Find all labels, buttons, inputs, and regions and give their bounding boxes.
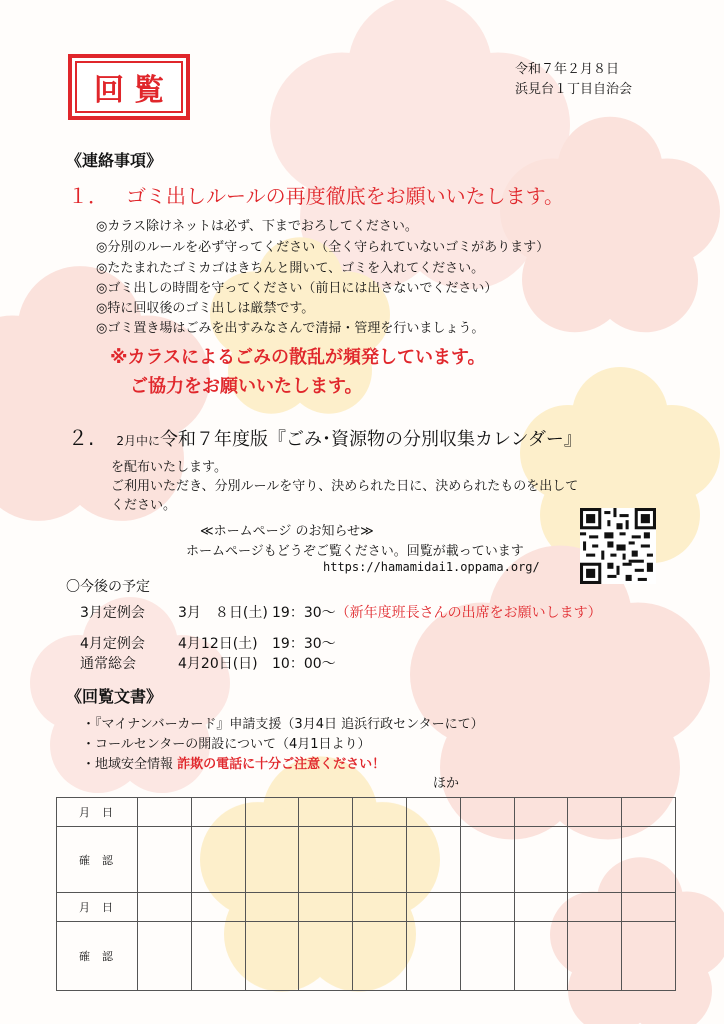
item1-bullet: ◎たたまれたゴミカゴはきちんと開いて、ゴミを入れてください。 xyxy=(96,261,485,276)
schedule-time: 19：30～ xyxy=(272,636,336,652)
confirm-cell[interactable] xyxy=(514,826,568,893)
homepage-url[interactable]: https://hamamidai1.oppama.org/ xyxy=(323,560,540,574)
date-cell[interactable] xyxy=(138,798,192,827)
schedule-date: 3月 ８日(土) xyxy=(178,605,268,621)
date-cell[interactable] xyxy=(406,893,460,922)
date-cell[interactable] xyxy=(460,798,514,827)
confirm-cell[interactable] xyxy=(299,922,353,991)
date-label: 月日 xyxy=(57,798,138,827)
schedule-time: 10：00～ xyxy=(272,656,336,672)
organization: 浜見台１丁目自治会 xyxy=(515,82,633,97)
item2-prefix: 2月中に xyxy=(116,434,160,448)
schedule-date: 4月12日(土) xyxy=(178,636,258,652)
date-cell[interactable] xyxy=(138,893,192,922)
confirm-cell[interactable] xyxy=(299,826,353,893)
confirm-cell[interactable] xyxy=(353,826,407,893)
item2-line: ください。 xyxy=(111,498,177,513)
schedule-row xyxy=(80,633,336,653)
confirm-cell[interactable] xyxy=(138,826,192,893)
schedule-row xyxy=(80,602,602,622)
item1-bullet: ◎ゴミ出しの時間を守ってください（前日には出さないでください） xyxy=(96,281,498,296)
date-label: 月日 xyxy=(57,893,138,922)
date-cell[interactable] xyxy=(245,798,299,827)
confirm-cell[interactable] xyxy=(191,826,245,893)
issue-date: 令和７年２月８日 xyxy=(515,62,620,77)
confirm-cell[interactable] xyxy=(138,922,192,991)
circulation-check-table xyxy=(56,797,676,991)
confirm-cell[interactable] xyxy=(568,826,622,893)
item1-bullet: ◎カラス除けネットは必ず、下までおろしてください。 xyxy=(96,219,418,234)
circular-others: ほか xyxy=(433,776,460,791)
confirm-row xyxy=(57,826,676,893)
cooperation-request: ご協力をお願いいたします。 xyxy=(130,376,363,397)
item1-bullet: ◎特に回収後のゴミ出しは厳禁です。 xyxy=(96,301,315,316)
confirm-cell[interactable] xyxy=(514,922,568,991)
date-cell[interactable] xyxy=(514,798,568,827)
confirm-cell[interactable] xyxy=(353,922,407,991)
item1-bullet: ◎分別のルールを必ず守ってください（全く守られていないゴミがあります） xyxy=(96,240,550,255)
date-cell[interactable] xyxy=(353,798,407,827)
confirm-cell[interactable] xyxy=(460,922,514,991)
date-cell[interactable] xyxy=(568,893,622,922)
crow-warning: ※カラスによるごみの散乱が頻発しています。 xyxy=(110,347,486,368)
date-row xyxy=(57,798,676,827)
circular-doc-item: ・コールセンターの開設について（4月1日より） xyxy=(82,737,371,752)
item1-title: ゴミ出しルールの再度徹底をお願いいたします。 xyxy=(126,184,564,208)
schedule-title: 〇今後の予定 xyxy=(66,579,150,595)
confirm-cell[interactable] xyxy=(406,922,460,991)
schedule-date: 4月20日(日) xyxy=(178,656,258,672)
confirm-row xyxy=(57,922,676,991)
date-cell[interactable] xyxy=(245,893,299,922)
date-cell[interactable] xyxy=(406,798,460,827)
schedule-event: 通常総会 xyxy=(80,656,136,672)
date-cell[interactable] xyxy=(622,893,676,922)
date-cell[interactable] xyxy=(191,893,245,922)
schedule-row xyxy=(80,653,336,673)
item1-bullet: ◎ゴミ置き場はごみを出すみなさんで清掃・管理を行いましょう。 xyxy=(96,321,485,336)
item2-line: ご利用いただき、分別ルールを守り、決められた日に、決められたものを出して xyxy=(111,479,579,494)
qr-code[interactable] xyxy=(580,508,656,584)
date-cell[interactable] xyxy=(460,893,514,922)
circular-doc-label: ・地域安全情報 xyxy=(82,757,178,772)
item2-heading xyxy=(68,422,582,451)
circular-docs-title: 《回覧文書》 xyxy=(66,687,163,706)
confirm-cell[interactable] xyxy=(568,922,622,991)
contact-section-title: 《連絡事項》 xyxy=(66,151,163,170)
confirm-cell[interactable] xyxy=(245,826,299,893)
date-cell[interactable] xyxy=(568,798,622,827)
schedule-time: 19：30～ xyxy=(272,605,336,621)
confirm-cell[interactable] xyxy=(245,922,299,991)
date-cell[interactable] xyxy=(191,798,245,827)
date-cell[interactable] xyxy=(299,893,353,922)
confirm-label: 確認 xyxy=(57,922,138,991)
confirm-cell[interactable] xyxy=(622,922,676,991)
confirm-cell[interactable] xyxy=(622,826,676,893)
date-cell[interactable] xyxy=(299,798,353,827)
homepage-title: ≪ホームページ のお知らせ≫ xyxy=(200,524,374,539)
item2-number: ２. xyxy=(68,426,95,450)
date-row xyxy=(57,893,676,922)
circular-stamp xyxy=(68,54,190,120)
date-cell[interactable] xyxy=(353,893,407,922)
confirm-cell[interactable] xyxy=(191,922,245,991)
schedule-event: 3月定例会 xyxy=(80,605,145,621)
item1-number: １． xyxy=(68,184,108,208)
schedule-event: 4月定例会 xyxy=(80,636,145,652)
date-cell[interactable] xyxy=(514,893,568,922)
schedule-note: （新年度班長さんの出席をお願いします） xyxy=(335,605,602,621)
item1-heading xyxy=(68,180,564,209)
item2-line: を配布いたします。 xyxy=(111,460,227,475)
confirm-label: 確認 xyxy=(57,826,138,893)
stamp-text: 回覧 xyxy=(94,73,174,108)
circular-doc-item xyxy=(82,753,385,772)
date-cell[interactable] xyxy=(622,798,676,827)
item2-title: 令和７年度版『ごみ･資源物の分別収集カレンダー』 xyxy=(160,429,582,450)
homepage-text: ホームページもどうぞご覧ください。回覧が載っています xyxy=(186,544,524,559)
fraud-warning: 詐欺の電話に十分ご注意ください！ xyxy=(177,757,386,772)
circular-doc-item: ・『マイナンバーカード』申請支援（3月4日 追浜行政センターにて） xyxy=(82,717,484,732)
confirm-cell[interactable] xyxy=(460,826,514,893)
confirm-cell[interactable] xyxy=(406,826,460,893)
